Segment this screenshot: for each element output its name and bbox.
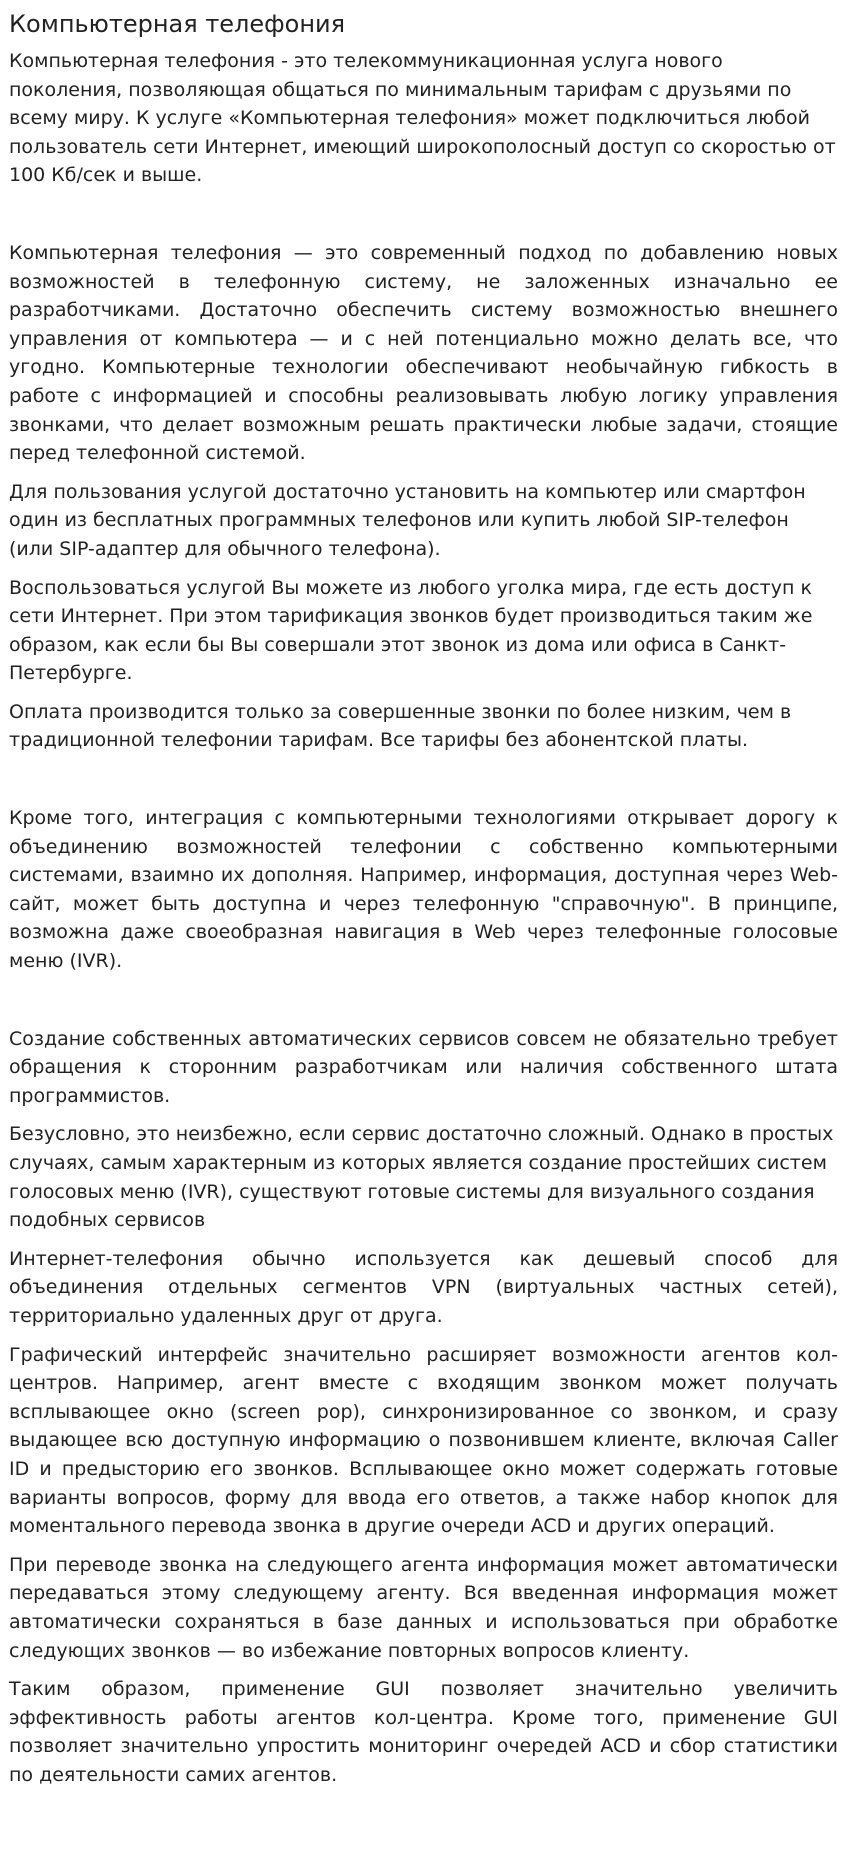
- article-paragraph-9: Интернет-телефония обычно используется как дешевый способ для объединения отдельных сегментов VPN (виртуальных частных сетей), территориально удаленных друг от друга.: [9, 1247, 838, 1327]
- article-paragraph-11: При переводе звонка на следующего агента информация может автоматически передаваться этому следующему агенту. Вся введенная информация может автоматически сохраняться в базе данных и использоваться при обработке следующих звонков — во избежание повторных вопросов клиенту.: [9, 1553, 838, 1662]
- article-paragraph-4: Воспользоваться услугой Вы можете из любого уголка мира, где есть доступ к сети Интернет. При этом тарификация звонков будет производиться таким же образом, как если бы Вы совершали этот звонок из дома или офиса в Санкт-Петербурге.: [9, 576, 813, 685]
- article-paragraph-5: Оплата производится только за совершенные звонки по более низким, чем в традиционной телефонии тарифам. Все тарифы без абонентской платы.: [9, 700, 792, 752]
- article-paragraph-2: Компьютерная телефония — это современный подход по добавлению новых возможностей в телефонную систему, не заложенных изначально ее разработчиками. Достаточно обеспечить систему возможностью внешнего управления от компьютера — и с ней потенциально можно делать все, что угодно. Компьютерные технологии обеспечивают необычайную гибкость в работе с информацией и способны реализовывать любую логику управления звонками, что делает возможным решать практически любые задачи, стоящие перед телефонной системой.: [9, 241, 838, 465]
- article-paragraph-12: Таким образом, применение GUI позволяет значительно увеличить эффективность работы агентов кол-центра. Кроме того, применение GUI позволяет значительно упростить мониторинг очередей ACD и сбор статистики по деятельности самих агентов.: [9, 1678, 838, 1786]
- article-paragraph-7: Создание собственных автоматических сервисов совсем не обязательно требует обращения к сторонним разработчикам или наличия собственного штата программистов.: [9, 1027, 838, 1107]
- article-paragraph-10: Графический интерфейс значительно расширяет возможности агентов кол-центров. Например, агент вместе с входящим звонком может получать всплывающее окно (screen pop), синхронизированное со звонком, и сразу выдающее всю доступную информацию о позвонившем клиенте, включая Caller ID и предысторию его звонков. Всплывающее окно может содержать готовые варианты вопросов, форму для ввода его ответов, а также набор кнопок для моментального перевода звонка в другие очереди ACD и других операций.: [9, 1343, 838, 1538]
- article-paragraph-8: Безусловно, это неизбежно, если сервис достаточно сложный. Однако в простых случаях, самым характерным из которых является создание простейших систем голосовых меню (IVR), существуют готовые системы для визуального создания подобных сервисов: [9, 1123, 834, 1232]
- article-paragraph-3: Для пользования услугой достаточно установить на компьютер или смартфон один из бесплатных программных телефонов или купить любой SIP-телефон (или SIP-адаптер для обычного телефона).: [9, 480, 806, 560]
- article-paragraph-1: Компьютерная телефония - это телекоммуникационная услуга нового поколения, позволяющая общаться по минимальным тарифам с друзьями по всему миру. К услуге «Компьютерная телефония» может подключиться любой пользователь сети Интернет, имеющий широкополосный доступ со скоростью от 100 Кб/сек и выше.: [9, 50, 836, 187]
- page-title: Компьютерная телефония: [9, 10, 346, 38]
- article-paragraph-6: Кроме того, интеграция с компьютерными технологиями открывает дорогу к объединению возможностей телефонии с собственно компьютерными системами, взаимно их дополняя. Например, информация, доступная через Web-сайт, может быть доступна и через телефонную "справочную". В принципе, возможна даже своеобразная навигация в Web через телефонные голосовые меню (IVR).: [9, 807, 838, 973]
